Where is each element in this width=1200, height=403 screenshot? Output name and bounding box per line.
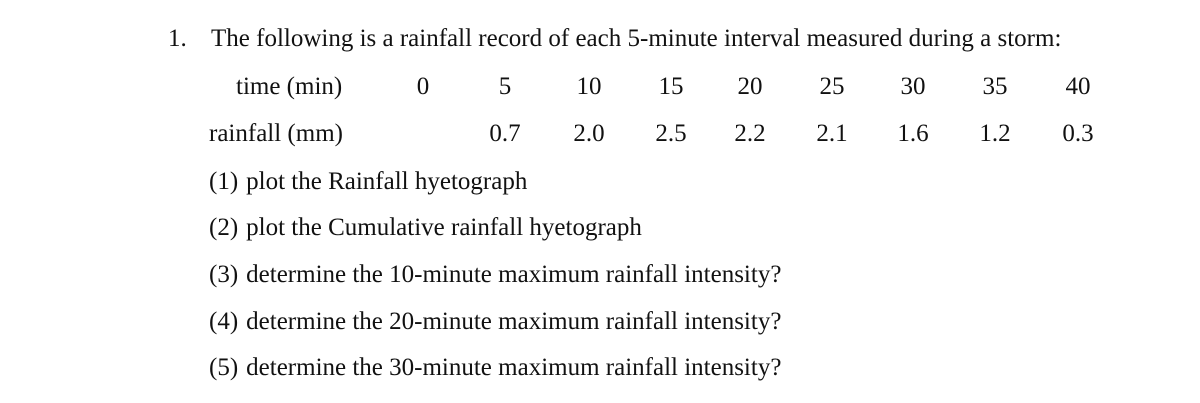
task-text: plot the Rainfall hyetograph <box>246 168 528 195</box>
time-cell: 30 <box>900 73 926 100</box>
task-text: plot the Cumulative rainfall hyetograph <box>246 214 642 241</box>
task-number: (4) <box>209 308 239 335</box>
task-number: (5) <box>209 354 239 381</box>
time-row-label: time (min) <box>236 73 343 100</box>
time-cell: 40 <box>1065 73 1091 100</box>
task-number: (2) <box>209 214 239 241</box>
time-cell: 10 <box>576 73 602 100</box>
time-cell: 5 <box>498 73 512 100</box>
time-cell: 0 <box>416 73 430 100</box>
task-item <box>209 165 527 199</box>
question-number: 1. <box>168 25 187 52</box>
rainfall-cell: 2.0 <box>573 120 605 147</box>
rainfall-cell: 0.7 <box>489 120 521 147</box>
task-number: (1) <box>209 168 239 195</box>
rainfall-row-label: rainfall (mm) <box>209 120 343 147</box>
rainfall-cell: 2.2 <box>734 120 766 147</box>
time-cell: 35 <box>982 73 1008 100</box>
task-text: determine the 10-minute maximum rainfall intensity? <box>246 261 782 288</box>
task-text: determine the 20-minute maximum rainfall intensity? <box>246 308 782 335</box>
task-number: (3) <box>209 261 239 288</box>
rainfall-cell: 0.3 <box>1062 120 1094 147</box>
task-item <box>209 258 781 292</box>
task-item <box>209 211 642 245</box>
time-cell: 20 <box>737 73 763 100</box>
task-text: determine the 30-minute maximum rainfall intensity? <box>246 354 782 381</box>
rainfall-cell: 2.1 <box>816 120 848 147</box>
task-item <box>209 351 781 385</box>
rainfall-cell: 1.2 <box>979 120 1011 147</box>
question-text: The following is a rainfall record of each 5-minute interval measured during a storm: <box>211 25 1062 52</box>
time-cell: 25 <box>819 73 845 100</box>
rainfall-cell: 1.6 <box>897 120 929 147</box>
task-item <box>209 305 781 339</box>
rainfall-cell: 2.5 <box>655 120 687 147</box>
time-cell: 15 <box>658 73 684 100</box>
